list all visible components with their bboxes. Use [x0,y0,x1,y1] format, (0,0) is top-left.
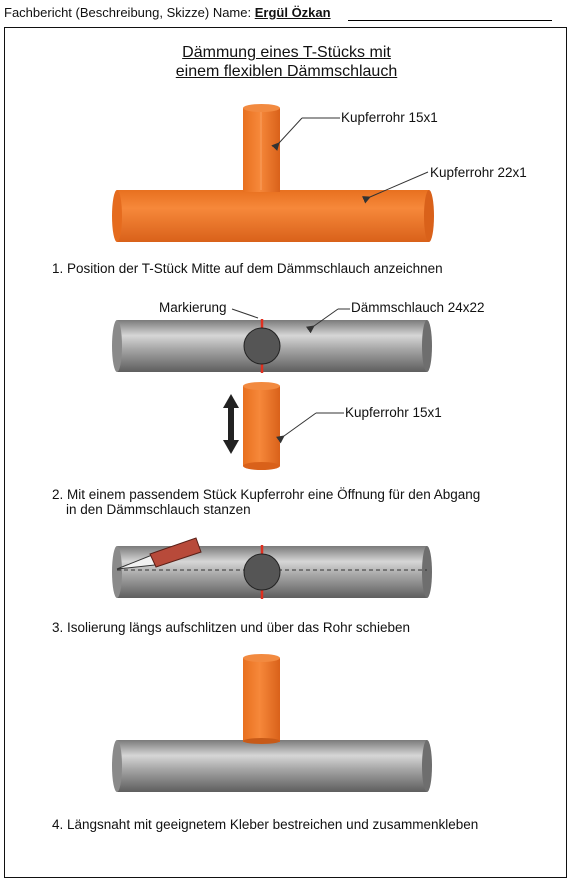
label-pipe-main: Kupferrohr 22x1 [430,165,527,180]
copper-punch [243,386,280,466]
step-2-line-2: in den Dämmschlauch stanzen [66,502,251,517]
copper-branch-final [243,658,280,742]
label-pipe-punch: Kupferrohr 15x1 [345,405,442,420]
up-down-arrow-icon [223,394,239,454]
step-3: 3. Isolierung längs aufschlitzen und über das Rohr schieben [52,620,410,635]
label-marking: Markierung [159,300,227,315]
insulation-hose-final [117,740,427,792]
copper-pipe-main [117,190,429,242]
step-4: 4. Längsnaht mit geeignetem Kleber bestreichen und zusammenkleben [52,817,479,832]
header-prefix: Fachbericht (Beschreibung, Skizze) Name: [4,5,252,20]
branch-hole [244,328,280,364]
insulation-hose-figure [112,309,432,373]
title-line-1: Dämmung eines T-Stücks mit [182,44,391,61]
author-name: Ergül Özkan [254,5,331,20]
label-insulation-hose: Dämmschlauch 24x22 [351,300,485,315]
slitting-figure [112,538,432,599]
step-2-line-1: 2. Mit einem passendem Stück Kupferrohr eine Öffnung für den Abgang [52,487,481,502]
step-1: 1. Position der T-Stück Mitte auf dem Dämmschlauch anzeichnen [52,261,443,276]
finished-tee-figure [112,654,432,792]
pipe-punch-figure [223,382,344,470]
label-pipe-branch: Kupferrohr 15x1 [341,110,438,125]
title-line-2: einem flexiblen Dämmschlauch [175,63,398,80]
